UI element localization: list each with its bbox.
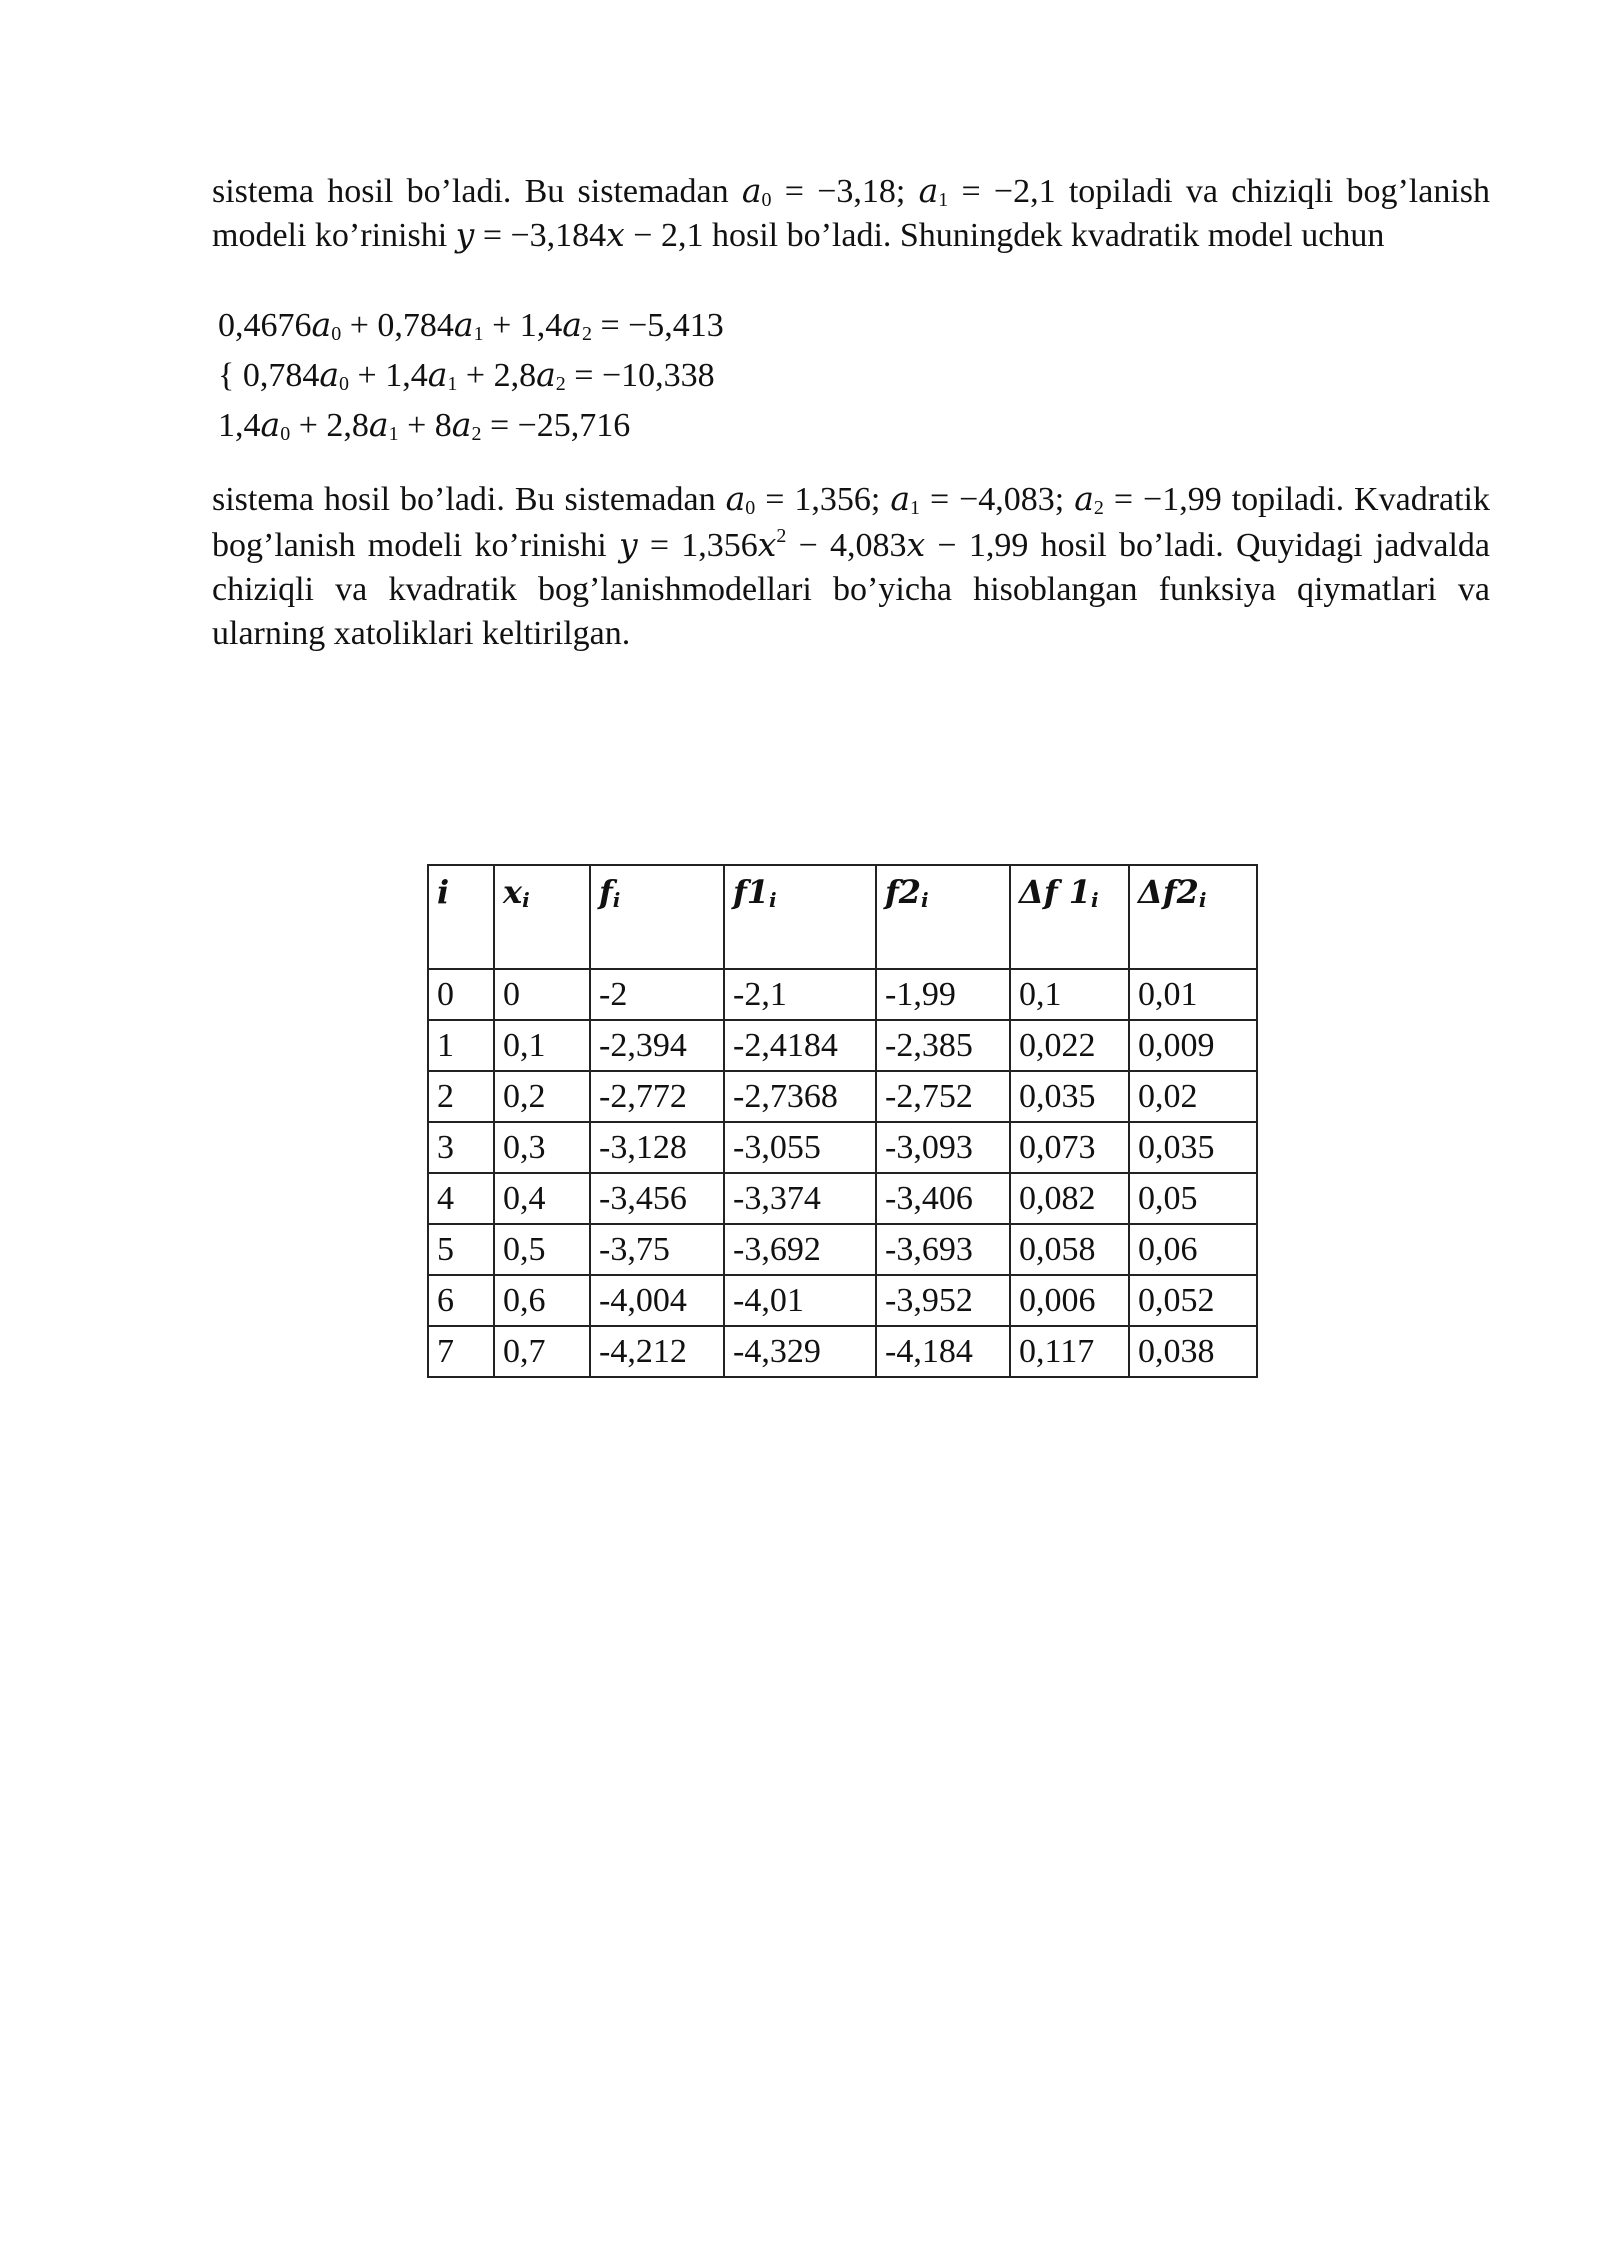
table-row xyxy=(428,1020,1257,1071)
table-cell: -4,184 xyxy=(876,1326,1010,1377)
table-row xyxy=(428,1326,1257,1377)
table-cell: 0,01 xyxy=(1129,969,1257,1020)
equation-row: { $0,784a_0 + 1,4a_1 + 2,8a_2 = -10,338$ xyxy=(218,355,715,396)
table-cell: 0,05 xyxy=(1129,1173,1257,1224)
paragraph-text: = −4,083; xyxy=(920,481,1075,519)
table-cell: 0,06 xyxy=(1129,1224,1257,1275)
table-cell: 0,009 xyxy=(1129,1020,1257,1071)
paragraph-text: = −3,18; xyxy=(771,173,919,210)
table-cell: -2,394 xyxy=(590,1020,724,1071)
table-cell: -4,329 xyxy=(724,1326,876,1377)
results-table xyxy=(427,864,1258,1378)
math-subscript: 0 xyxy=(761,189,772,211)
table-cell: 0,006 xyxy=(1010,1275,1129,1326)
table-cell: -3,456 xyxy=(590,1173,724,1224)
math-variable-y: y xyxy=(618,524,638,564)
table-cell: 0,022 xyxy=(1010,1020,1129,1071)
table-cell: -3,952 xyxy=(876,1275,1010,1326)
paragraph-text: = 1,356; xyxy=(755,481,891,519)
table-cell: -2,4184 xyxy=(724,1020,876,1071)
math-variable-x: x xyxy=(757,524,777,564)
document-page xyxy=(212,170,1490,656)
math-variable-a2: a xyxy=(1074,479,1094,519)
table-row xyxy=(428,1122,1257,1173)
paragraph-text: − 4,083 xyxy=(786,526,907,564)
table-cell: 0,02 xyxy=(1129,1071,1257,1122)
table-cell: -2,752 xyxy=(876,1071,1010,1122)
table-cell: 0,073 xyxy=(1010,1122,1129,1173)
table-cell: 0 xyxy=(428,969,494,1020)
table-cell: -4,004 xyxy=(590,1275,724,1326)
equation-row: $1,4a_0 + 2,8a_1 + 8a_2 = -25,716$ xyxy=(218,405,631,446)
table-cell: -2,7368 xyxy=(724,1071,876,1122)
table-row xyxy=(428,1275,1257,1326)
column-header: Δf2i xyxy=(1129,865,1257,969)
table-cell: -3,128 xyxy=(590,1122,724,1173)
math-variable-a1: a xyxy=(918,171,939,210)
column-header: fi xyxy=(590,865,724,969)
table-cell: 0,117 xyxy=(1010,1326,1129,1377)
paragraph-linear-model xyxy=(212,170,1490,258)
table-cell: -2,385 xyxy=(876,1020,1010,1071)
paragraph-text: sistema hosil bo’ladi. Bu sistemadan xyxy=(212,481,726,519)
table-cell: -3,374 xyxy=(724,1173,876,1224)
paragraph-text: = 1,356 xyxy=(637,526,758,564)
table-cell: 0,5 xyxy=(494,1224,590,1275)
table-body xyxy=(428,969,1257,1377)
table-cell: -4,01 xyxy=(724,1275,876,1326)
table-cell: -2,772 xyxy=(590,1071,724,1122)
table-cell: -2,1 xyxy=(724,969,876,1020)
math-variable-x: x xyxy=(606,215,625,255)
table-row xyxy=(428,1173,1257,1224)
table-row xyxy=(428,969,1257,1020)
table-cell: 0,2 xyxy=(494,1071,590,1122)
table-cell: -3,692 xyxy=(724,1224,876,1275)
math-variable-a1: a xyxy=(890,479,910,519)
math-variable-y: y xyxy=(455,215,475,255)
math-variable-x: x xyxy=(906,524,926,564)
equation-system xyxy=(218,300,1490,450)
paragraph-text: = −2,1 topiladi va chiziqli bog’lanish modeli ko’rinishi xyxy=(212,173,1490,255)
paragraph-text: sistema hosil bo’ladi. Bu sistemadan xyxy=(212,173,742,210)
table-cell: -3,75 xyxy=(590,1224,724,1275)
table-header-row xyxy=(428,865,1257,969)
table-cell: 0 xyxy=(494,969,590,1020)
table-cell: -4,212 xyxy=(590,1326,724,1377)
table-cell: 0,035 xyxy=(1129,1122,1257,1173)
table-cell: 7 xyxy=(428,1326,494,1377)
table-cell: 0,058 xyxy=(1010,1224,1129,1275)
math-subscript: 1 xyxy=(938,189,949,211)
table-cell: 0,082 xyxy=(1010,1173,1129,1224)
table-cell: 1 xyxy=(428,1020,494,1071)
table-cell: 3 xyxy=(428,1122,494,1173)
paragraph-text: − 2,1 hosil bo’ladi. Shuningdek kvadratik model uchun xyxy=(624,217,1385,255)
table-cell: 0,3 xyxy=(494,1122,590,1173)
table-row xyxy=(428,1071,1257,1122)
table-cell: 4 xyxy=(428,1173,494,1224)
math-superscript: 2 xyxy=(776,524,787,547)
table-cell: 0,038 xyxy=(1129,1326,1257,1377)
math-variable-a0: a xyxy=(725,479,746,519)
table-row xyxy=(428,1224,1257,1275)
table-cell: -3,093 xyxy=(876,1122,1010,1173)
equation-row: $0,4676a_0 + 0,784a_1 + 1,4a_2 = -5,413$ xyxy=(218,305,724,346)
table-cell: -3,055 xyxy=(724,1122,876,1173)
table-cell: 2 xyxy=(428,1071,494,1122)
table-cell: 0,035 xyxy=(1010,1071,1129,1122)
column-header: f2i xyxy=(876,865,1010,969)
table-cell: 0,1 xyxy=(1010,969,1129,1020)
table-cell: -2 xyxy=(590,969,724,1020)
table-cell: 0,1 xyxy=(494,1020,590,1071)
column-header: f1i xyxy=(724,865,876,969)
table-cell: 0,052 xyxy=(1129,1275,1257,1326)
table-cell: -1,99 xyxy=(876,969,1010,1020)
column-header: xi xyxy=(494,865,590,969)
math-variable-a0: a xyxy=(741,171,762,210)
paragraph-text: − 1,99 hosil bo’ladi. Quyidagi jadvalda chiziqli va kvadratik bog’lanishmodellari bo’yicha hisoblangan funksiya qiymatlari va ularning xatoliklari keltirilgan. xyxy=(212,526,1490,652)
table-cell: 0,7 xyxy=(494,1326,590,1377)
table-cell: 5 xyxy=(428,1224,494,1275)
table-cell: -3,693 xyxy=(876,1224,1010,1275)
table-cell: 6 xyxy=(428,1275,494,1326)
table-cell: -3,406 xyxy=(876,1173,1010,1224)
paragraph-quadratic-model: sistema hosil bo’ladi. Bu sistemadan $a_0 = 1,356$; $a_1 = -4,083$; $a_2 = -1,99$ topiladi. Kvadratik bog’lanish modeli ko’rinishi $y = 1,356x^2 - 4,083x - 1,99$ hosil bo’ladi. Quyidagi jadvalda chiziqli va kvadratik bog’lanishmodellari bo’yicha hisoblangan funksiya qiymatlari va ularning xatoliklari keltirilgan. xyxy=(212,479,1491,652)
table-cell: 0,6 xyxy=(494,1275,590,1326)
column-header: Δf 1i xyxy=(1010,865,1129,969)
column-header: i xyxy=(428,865,494,969)
table-cell: 0,4 xyxy=(494,1173,590,1224)
paragraph-text: = −1,99 topiladi. Kvadratik bog’lanish modeli ko’rinishi xyxy=(212,481,1491,564)
paragraph-text: = −3,184 xyxy=(474,217,607,255)
